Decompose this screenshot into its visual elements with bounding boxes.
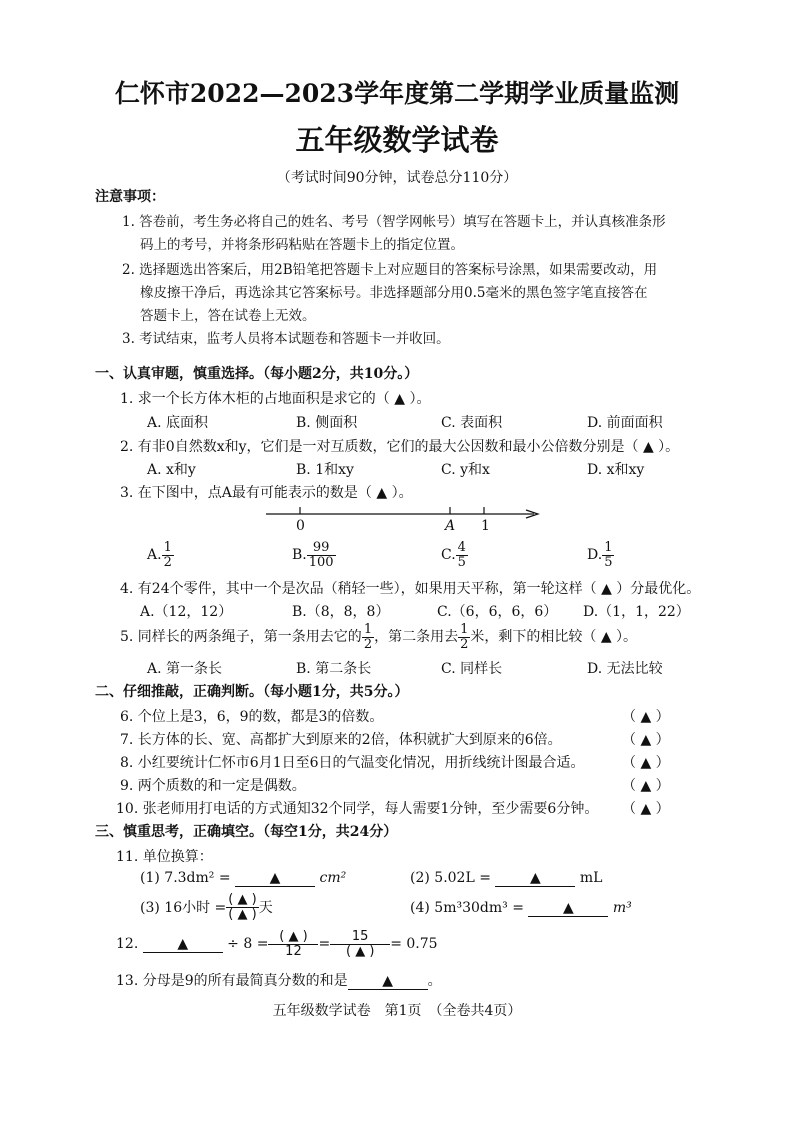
q4-option-b: B.（8，8，8） (292, 604, 390, 620)
q4-option-a: A.（12，12） (140, 604, 233, 620)
section2-heading: 二、仔细推敲，正确判断。（每小题1分，共5分。） (95, 684, 409, 700)
exam-title: 仁怀市2022—2023学年度第二学期学业质量监测 (114, 79, 680, 108)
q7-text: 7. 长方体的长、宽、高都扩大到原来的2倍，体积就扩大到原来的6倍。 (120, 732, 562, 748)
q5-option-c: C. 同样长 (441, 661, 503, 677)
q6-text: 6. 个位上是3，6，9的数，都是3的倍数。 (120, 709, 384, 725)
q9-text: 9. 两个质数的和一定是偶数。 (120, 778, 306, 794)
note-2a: 2. 选择题选出答案后，用2B铅笔把答题卡上对应题目的答案标号涂黑，如果需要改动，用 (122, 262, 658, 278)
q1-option-a: A. 底面积 (147, 415, 209, 431)
q8-answer-mark: （ ▲ ） (622, 755, 670, 771)
note-3: 3. 考试结束，监考人员将本试题卷和答题卡一并收回。 (122, 331, 450, 347)
q11-part4: (4) 5m³30dm³ = ▲ m³ (410, 900, 632, 916)
q1-option-b: B. 侧面积 (296, 415, 358, 431)
q5-stem: 5. 同样长的两条绳子，第一条用去它的 $\frac{1}{2}$ ，第二条用去 $\frac{1}{2}$ 米，剩下的相比较（ ▲ ）。 (120, 622, 638, 652)
q6-answer-mark: （ ▲ ） (622, 709, 670, 725)
tick-label-a: A (445, 518, 456, 534)
q3-option-d: D. $\frac{1}{5}$ (587, 540, 613, 570)
q11-part3: (3) 16小时 = $\frac{( ▲ )}{( ▲ )}$ 天 (140, 892, 273, 922)
q1-stem: 1. 求一个长方体木柜的占地面积是求它的（ ▲ ）。 (120, 391, 431, 407)
q4-stem: 4. 有24个零件，其中一个是次品（稍轻一些），如果用天平称，第一轮这样（ ▲ ）分最优化。 (120, 581, 701, 597)
exam-subtitle: 五年级数学试卷 (295, 123, 499, 157)
q1-option-c: C. 表面积 (441, 415, 503, 431)
q4-option-d: D.（1，1，22） (583, 604, 690, 620)
q3-option-b: B. $\frac{99}{100}$ (292, 540, 334, 570)
q3-stem: 3. 在下图中，点A最有可能表示的数是（ ▲ ）。 (120, 485, 413, 501)
q2-option-b: B. 1和xy (296, 462, 354, 478)
q12: 12. ▲ ÷ 8 = $\frac{( ▲ )}{12}$ = $\frac{15}{( ▲ )}$ = 0.75 (116, 929, 438, 959)
section1-heading: 一、认真审题，慎重选择。（每小题2分，共10分。） (95, 366, 419, 382)
q11-label: 11. 单位换算： (116, 849, 213, 865)
q13: 13. 分母是9的所有最简真分数的和是 ▲ 。 (116, 973, 442, 989)
exam-info: （考试时间90分钟，试卷总分110分） (276, 170, 518, 186)
note-1b: 码上的考号，并将条形码粘贴在答题卡上的指定位置。 (140, 237, 464, 253)
q5-option-a: A. 第一条长 (147, 661, 223, 677)
note-2c: 答题卡上，答在试卷上无效。 (140, 308, 316, 324)
q5-option-d: D. 无法比较 (587, 661, 663, 677)
q2-option-a: A. x和y (147, 462, 196, 478)
note-1a: 1. 答卷前，考生务必将自己的姓名、考号（智学网帐号）填写在答题卡上，并认真核准条形 (122, 214, 666, 230)
q3-option-c: C. $\frac{4}{5}$ (441, 540, 466, 570)
section3-heading: 三、慎重思考，正确填空。（每空1分，共24分） (95, 824, 398, 840)
tick-label-0: 0 (296, 518, 305, 534)
page-footer: 五年级数学试卷 第1页 （全卷共4页） (272, 1003, 522, 1019)
q10-text: 10. 张老师用打电话的方式通知32个同学，每人需要1分钟，至少需要6分钟。 (116, 801, 599, 817)
notes-heading: 注意事项： (95, 189, 165, 205)
q7-answer-mark: （ ▲ ） (622, 732, 670, 748)
q8-text: 8. 小红要统计仁怀市6月1日至6日的气温变化情况，用折线统计图最合适。 (120, 755, 585, 771)
q5-option-b: B. 第二条长 (296, 661, 372, 677)
q9-answer-mark: （ ▲ ） (622, 778, 670, 794)
tick-label-1: 1 (481, 518, 490, 534)
q11-part1: (1) 7.3dm² = ▲ cm² (140, 870, 347, 886)
q2-option-c: C. y和x (441, 462, 490, 478)
q10-answer-mark: （ ▲ ） (622, 801, 670, 817)
q11-part2: (2) 5.02L = ▲ mL (410, 870, 603, 886)
q4-option-c: C.（6，6，6，6） (437, 604, 558, 620)
q2-stem: 2. 有非0自然数x和y，它们是一对互质数，它们的最大公因数和最小公倍数分别是（ ▲ ）。 (120, 439, 680, 455)
q1-option-d: D. 前面面积 (587, 415, 663, 431)
note-2b: 橡皮擦干净后，再选涂其它答案标号。非选择题部分用0.5毫米的黑色签字笔直接答在 (140, 285, 648, 301)
q3-option-a: A. $\frac{1}{2}$ (147, 540, 172, 570)
q2-option-d: D. x和xy (587, 462, 645, 478)
